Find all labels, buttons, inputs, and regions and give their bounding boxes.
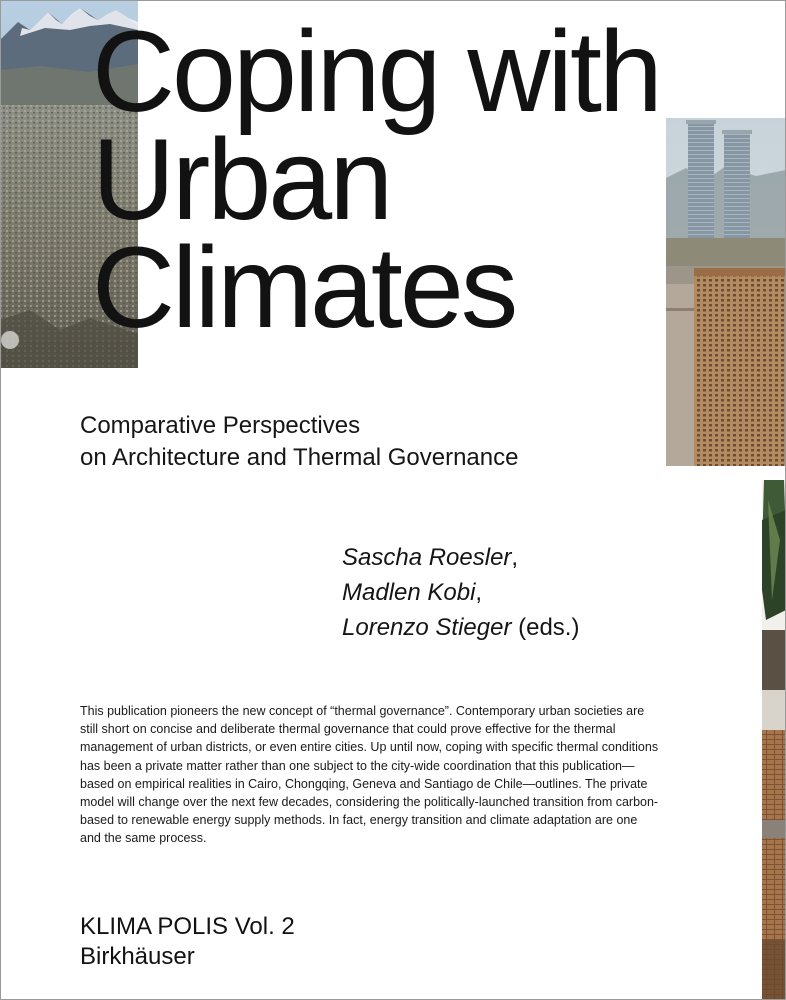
book-title [92,8,660,352]
editor-name: Sascha Roesler [342,544,512,571]
cairo-street-photo [762,480,786,1000]
book-description: This publication pioneers the new concept of “thermal governance”. Contemporary urban societies are still short on concise and deliberate thermal governance that could prove effective for the thermal management of urban districts, or even entire cities. Up until now, coping with specific thermal conditions has been a private matter rather than one subject to the city-wide coordination that this publication—based on empirical realities in Cairo, Chongqing, Geneva and Santiago de Chile—outlines. The private model will change over the next few decades, considering the politically-launched transition from carbon-based to renewable energy supply methods. In fact, energy transition and climate adaptation are one and the same process. [80,704,659,846]
publisher-name: Birkhäuser [80,943,195,970]
editor-name: Madlen Kobi [342,579,476,606]
subtitle-line: on Architecture and Thermal Governance [80,444,519,471]
editor-suffix: , [475,579,483,606]
subtitle-line: Comparative Perspectives [80,412,361,439]
title-line: Coping with [92,8,660,136]
editor-suffix: (eds.) [511,614,580,641]
editor-name: Lorenzo Stieger [342,614,512,641]
editor-entry [342,575,579,610]
editor-suffix: , [511,544,519,571]
title-line: Urban [92,116,391,244]
editor-entry [342,610,579,645]
chongqing-towers-photo [666,118,786,466]
editor-entry [342,540,579,575]
imprint [80,912,295,972]
title-line: Climates [92,224,516,352]
series-name: KLIMA POLIS Vol. 2 [80,913,295,940]
book-subtitle [80,410,518,474]
editors-list [342,540,579,645]
